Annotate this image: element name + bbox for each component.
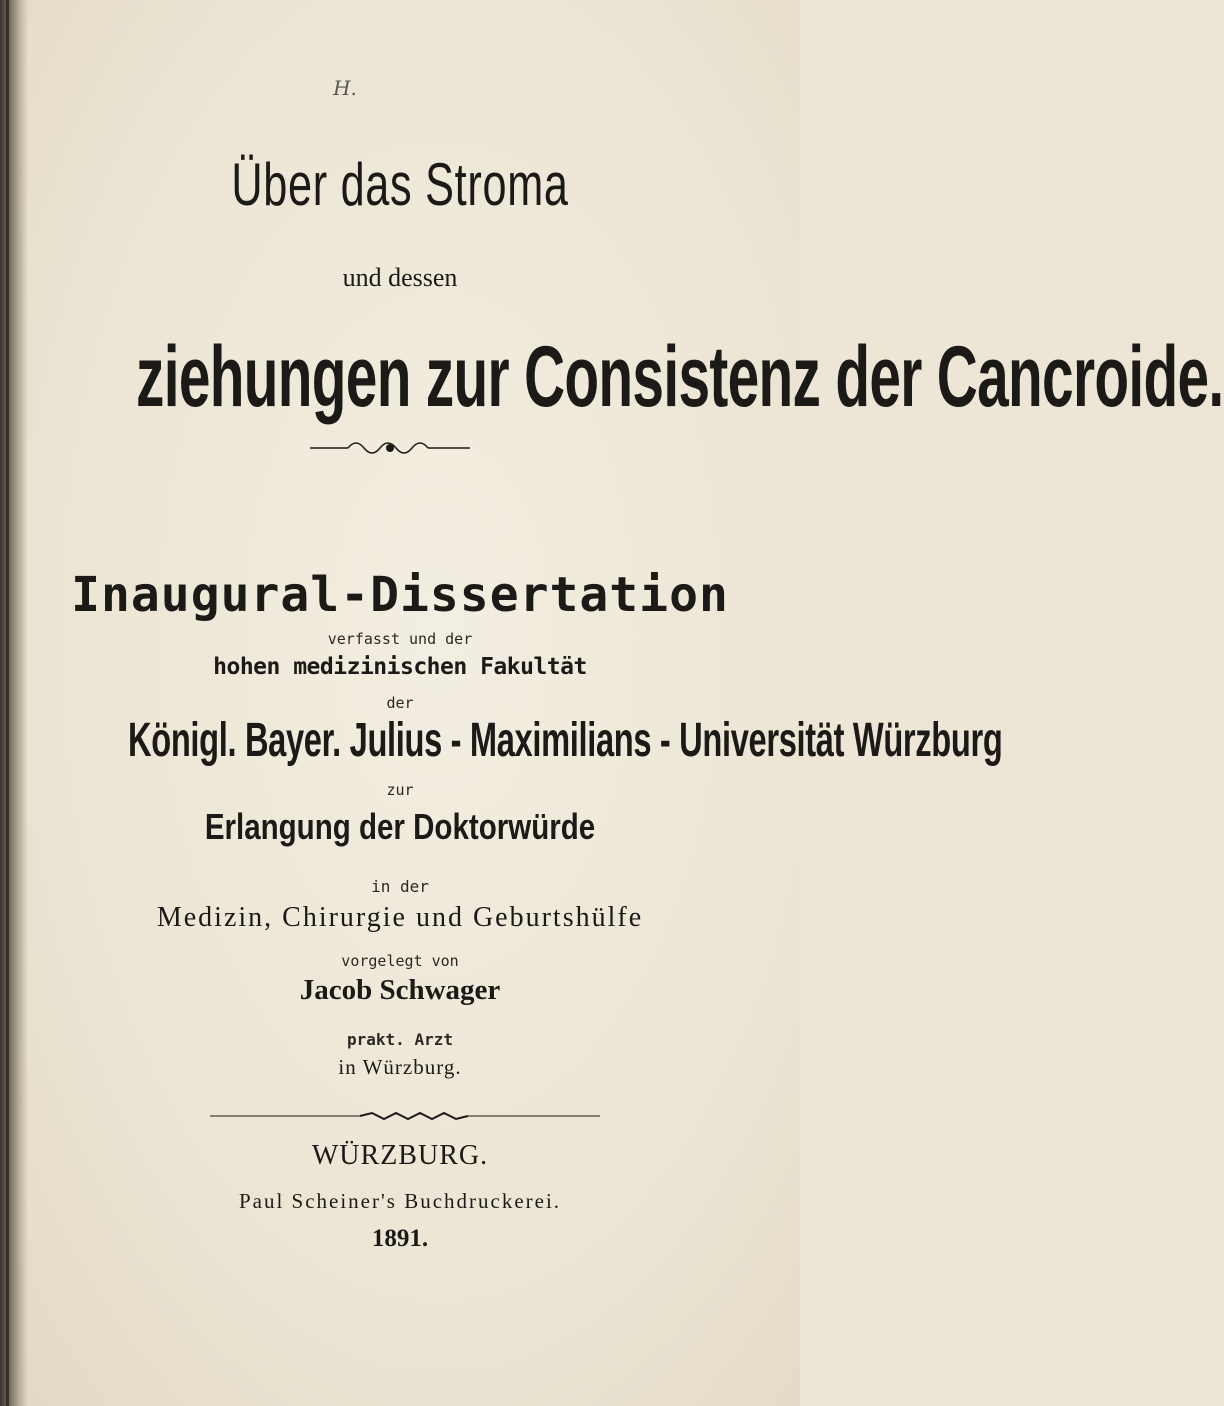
purpose-line: Erlangung der Doktorwürde (204, 806, 596, 847)
imprint-year: 1891. (371, 1225, 429, 1252)
university-line: Königl. Bayer. Julius - Maximilians - Universität Würzburg (128, 714, 1003, 767)
title-line-3: ziehungen zur Consistenz der Cancroide. (136, 329, 1224, 425)
author-name: Jacob Schwager (299, 974, 501, 1006)
verfasst-line: verfasst und der (327, 630, 473, 648)
title-ornament (310, 436, 470, 460)
der-line: der (386, 694, 414, 712)
faculty-line: hohen medizinischen Fakultät (213, 654, 587, 680)
author-profession: prakt. Arzt (347, 1030, 453, 1049)
title-line-2: und dessen (342, 263, 458, 292)
title-line-1: Über das Stroma (231, 151, 569, 218)
imprint-printer: Paul Scheiner's Buchdruckerei. (238, 1189, 562, 1213)
divider-ornament (210, 1108, 600, 1124)
handwritten-mark: H. (333, 76, 357, 100)
in-der-line: in der (371, 877, 429, 896)
author-location: in Würzburg. (338, 1055, 462, 1079)
vorgelegt-line: vorgelegt von (341, 952, 459, 970)
zur-line: zur (386, 781, 414, 799)
dissertation-heading: Inaugural-Dissertation (71, 567, 729, 623)
imprint-city: WÜRZBURG. (311, 1140, 489, 1171)
fields-line: Medizin, Chirurgie und Geburtshülfe (156, 902, 644, 933)
